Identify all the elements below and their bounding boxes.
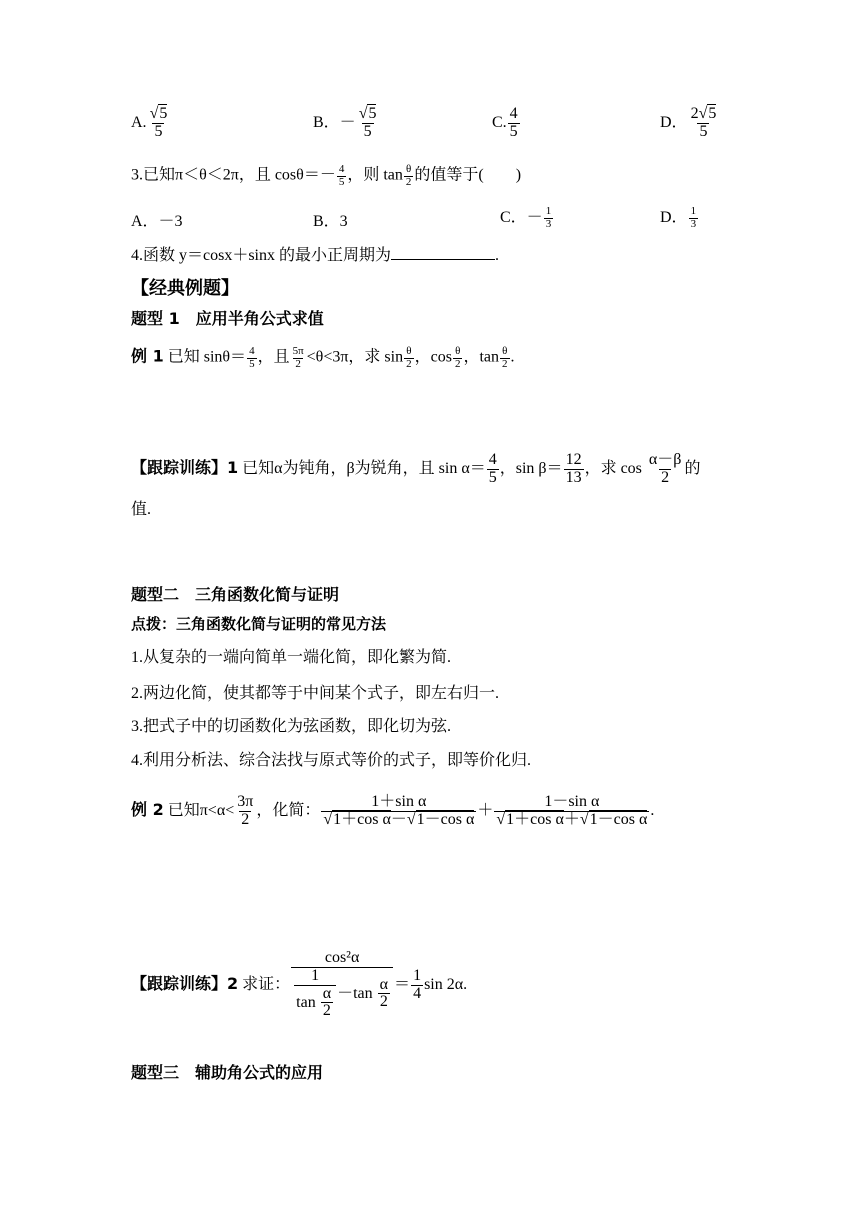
type3-heading: 题型三 辅助角公式的应用 — [131, 1063, 324, 1082]
example-2: 例 2 已知π<α< $\frac{3\pi}{2}$ ，化简： $\frac{\text{1＋sin α}}{\text{√1＋cos α－√1－cos α}}$ ＋ $\frac{\text{1－sin α}}{\text{√1＋cos α＋√1－cos α}}$ . — [131, 793, 655, 828]
example-1: 例 1 已知 sinθ＝ $\frac{4}{5}$ ，且 $\frac{5\pi}{2}$ <θ<3π，求 sin $\frac{\theta}{2}$ ，cos $\frac{\theta}{2}$ ，tan $\frac{\theta}{2}$ . — [131, 345, 515, 370]
q2-option-c: C. $\frac{4}{5}$ — [492, 105, 518, 140]
q3-option-d: D． $\frac{1}{3}$ — [660, 205, 697, 230]
tip-item: 2.两边化简，使其都等于中间某个式子，即左右归一. — [131, 685, 500, 702]
question-4: 4.函数 y＝cosx＋sinx 的最小正周期为 . — [131, 247, 500, 264]
type1-heading: 题型 1 应用半角公式求值 — [131, 309, 324, 328]
tracking-training-1: 【跟踪训练】1 已知α为钝角，β为锐角，且 sin α＝ $\frac{4}{5}$ ，sin β＝ $\frac{12}{13}$ ，求 cos $\frac{\alpha-\beta}{2}$ 的 — [131, 451, 701, 486]
tip-item: 1.从复杂的一端向简单一端化简，即化繁为简. — [131, 649, 452, 666]
type2-heading: 题型二 三角函数化简与证明 — [131, 585, 340, 604]
tracking-training-1-cont: 值. — [131, 501, 152, 518]
q3-option-a: A．－3 — [131, 213, 183, 230]
q2-option-d: D． $\frac{2√5}{5}$ — [660, 105, 717, 140]
answer-blank — [391, 245, 495, 260]
q3-option-c: C．－ $\frac{1}{3}$ — [500, 205, 552, 230]
q2-option-a: A. $\frac{√5}{5}$ — [131, 105, 168, 140]
q3-option-b: B．3 — [313, 213, 348, 230]
q2-option-b: B．－ $\frac{√5}{5}$ — [313, 105, 377, 140]
tracking-training-2: 【跟踪训练】2 求证： cos²α 1 tan $\frac{\alpha}{2}$ －tan $\frac{\alpha}{2}$ ＝ $\frac{1}{4}$ sin 2α. — [131, 949, 468, 1020]
question-3: 3.已知π＜θ＜2π，且 cosθ＝－ $\frac{4}{5}$ ，则 tan $\frac{\theta}{2}$ 的值等于( ) — [131, 163, 522, 188]
tip-item: 4.利用分析法、综合法找与原式等价的式子，即等价化归. — [131, 752, 532, 769]
tip-item: 3.把式子中的切函数化为弦函数，即化切为弦. — [131, 718, 452, 735]
tip-heading: 点拨：三角函数化简与证明的常见方法 — [131, 615, 387, 633]
section-heading: 【经典例题】 — [131, 278, 239, 299]
